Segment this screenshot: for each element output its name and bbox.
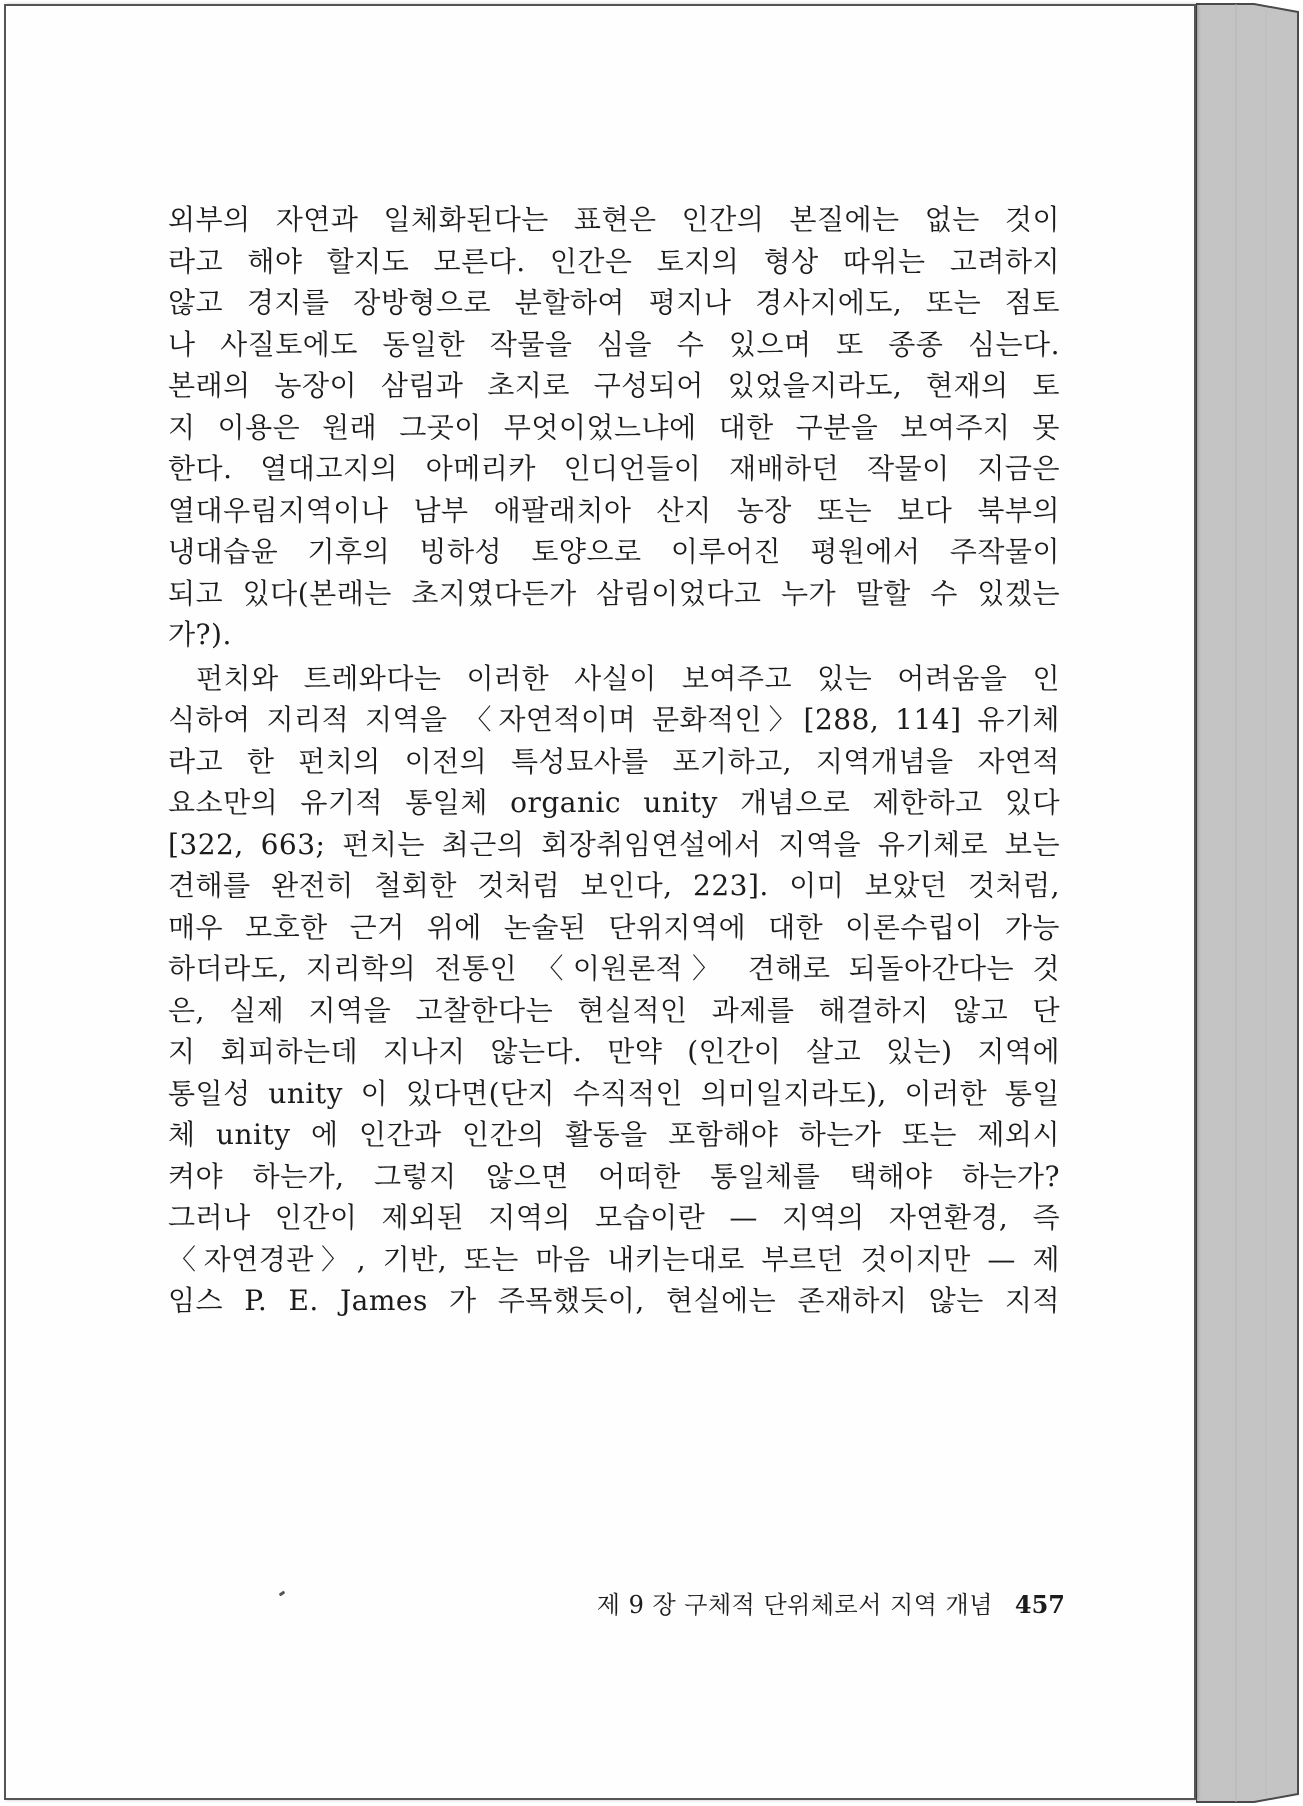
text-line: 지 이용은 원래 그곳이 무엇이었느냐에 대한 구분을 보여주지 못 — [168, 410, 1060, 444]
text-line: 라고 해야 할지도 모른다. 인간은 토지의 형상 따위는 고려하지 — [168, 244, 1060, 278]
chapter-title: 제 9 장 구체적 단위체로서 지역 개념 — [596, 1591, 993, 1619]
text-line: 그러나 인간이 제외된 지역의 모습이란 — 지역의 자연환경, 즉 — [168, 1201, 1060, 1234]
text-line: 〈자연경관〉, 기반, 또는 마음 내키는대로 부르던 것이지만 — 제 — [168, 1242, 1060, 1276]
text-line: 가?). — [168, 618, 232, 651]
text-line: 매우 모호한 근거 위에 논술된 단위지역에 대한 이론수립이 가능 — [168, 910, 1060, 944]
running-footer — [545, 1585, 1065, 1620]
text-line: 라고 한 펀치의 이전의 특성묘사를 포기하고, 지역개념을 자연적 — [168, 744, 1060, 778]
text-line: 열대우림지역이나 남부 애팔래치아 산지 농장 또는 보다 북부의 — [168, 493, 1060, 527]
paragraph-1 — [168, 199, 1060, 656]
body-text — [168, 199, 1060, 1322]
text-line: 펀치와 트레와다는 이러한 사실이 보여주고 있는 어려움을 인 — [196, 661, 1060, 695]
text-line: 나 사질토에도 동일한 작물을 심을 수 있으며 또 종종 심는다. — [168, 327, 1060, 361]
paragraph-2 — [168, 658, 1060, 1322]
text-line: 체 unity 에 인간과 인간의 활동을 포함해야 하는가 또는 제외시 — [168, 1118, 1060, 1151]
text-line: 요소만의 유기적 통일체 organic unity 개념으로 제한하고 있다 — [168, 786, 1060, 819]
book-page-edges — [1196, 0, 1303, 1806]
text-line: 켜야 하는가, 그렇지 않으면 어떠한 통일체를 택해야 하는가? — [168, 1159, 1060, 1193]
page-number: 457 — [1014, 1590, 1065, 1619]
text-line: 외부의 자연과 일체화된다는 표현은 인간의 본질에는 없는 것이 — [168, 203, 1060, 236]
text-line: 않고 경지를 장방형으로 분할하여 평지나 경사지에도, 또는 점토 — [168, 286, 1060, 319]
text-line: 지 회피하는데 지나지 않는다. 만약 (인간이 살고 있는) 지역에 — [168, 1035, 1060, 1068]
text-line: 하더라도, 지리학의 전통인 〈이원론적〉 견해로 되돌아간다는 것 — [168, 952, 1060, 985]
text-line: 견해를 완전히 철회한 것처럼 보인다, 223]. 이미 보았던 것처럼, — [168, 869, 1060, 902]
text-line: 본래의 농장이 삼림과 초지로 구성되어 있었을지라도, 현재의 토 — [168, 369, 1060, 402]
text-line: 되고 있다(본래는 초지였다든가 삼림이었다고 누가 말할 수 있겠는 — [168, 576, 1060, 610]
text-line: 통일성 unity 이 있다면(단지 수직적인 의미일지라도), 이러한 통일 — [168, 1076, 1060, 1110]
text-line: 임스 P. E. James 가 주목했듯이, 현실에는 존재하지 않는 지적 — [168, 1284, 1060, 1317]
text-line: 한다. 열대고지의 아메리카 인디언들이 재배하던 작물이 지금은 — [168, 452, 1060, 485]
text-line: 냉대습윤 기후의 빙하성 토양으로 이루어진 평원에서 주작물이 — [168, 535, 1060, 568]
text-line: 식하여 지리적 지역을 〈자연적이며 문화적인〉[288, 114] 유기체 — [168, 703, 1060, 736]
text-line: 은, 실제 지역을 고찰한다는 현실적인 과제를 해결하지 않고 단 — [168, 993, 1060, 1027]
text-line: [322, 663; 펀치는 최근의 회장취임연설에서 지역을 유기체로 보는 — [168, 827, 1060, 861]
